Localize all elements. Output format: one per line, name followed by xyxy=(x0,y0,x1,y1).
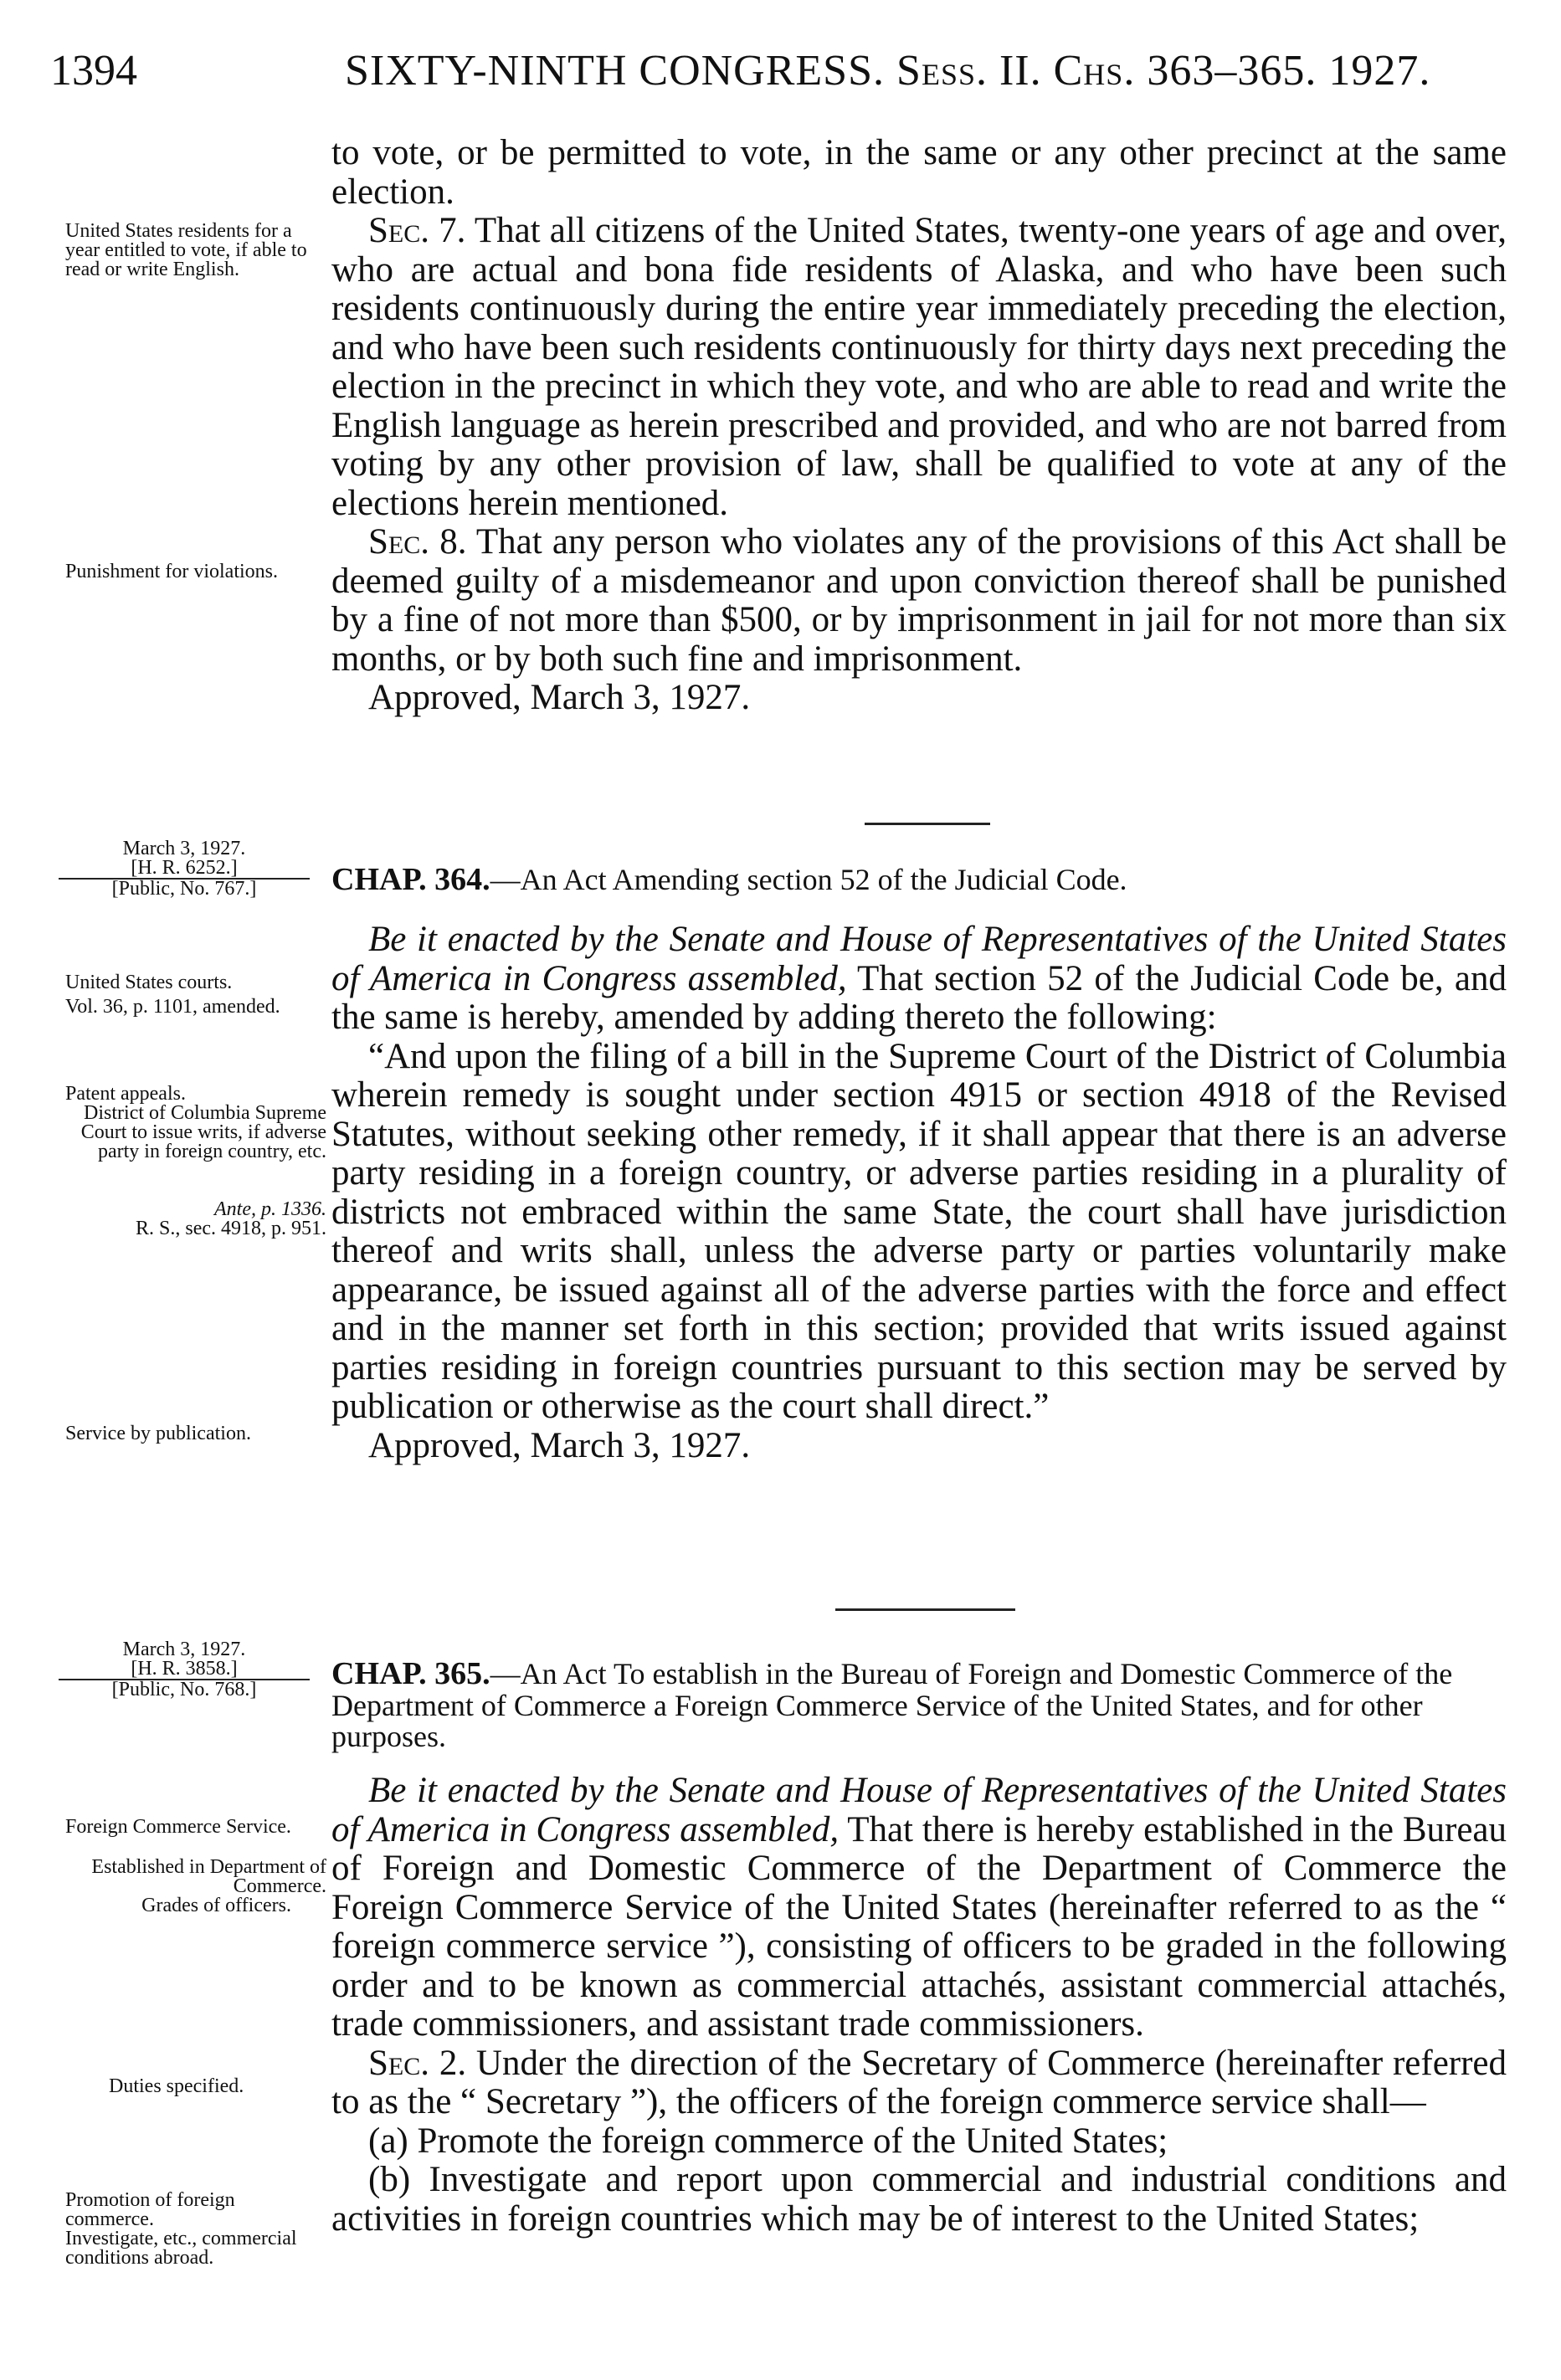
header-title xyxy=(345,46,1430,95)
chap365-label: CHAP. 365. xyxy=(331,1656,490,1691)
chap365-enacting-italic: Be it enacted by the Senate and House of Representatives of the United States of America in Congress assembled, xyxy=(331,1771,1507,1849)
chap363-sec8 xyxy=(331,523,1507,679)
sidenote-sec8: Punishment for violations. xyxy=(65,561,278,582)
section-divider xyxy=(865,823,990,825)
sec7-text: That all citizens of the United States, twenty-one years of age and over, who are actual and bona fide residents of Alaska, and who have been such residents continuously during the entire year immediately preceding the election, and who have been such residents continuously for thirty days next preceding the election in the precinct in which they vote, and who are able to read and write the English language as herein prescribed and provided, and who are not barred from voting by any other provision of law, shall be qualified to vote at any of the elections herein mentioned. xyxy=(331,211,1507,523)
chap364-text xyxy=(331,921,1507,1465)
chap364-title: —An Act Amending section 52 of the Judicial Code. xyxy=(490,863,1127,896)
chap365-heading xyxy=(331,1656,1507,1753)
chap365-title: —An Act To establish in the Bureau of Foreign and Domestic Commerce of the Department of Commerce a Foreign Commerce Service of the United States, and for other purposes. xyxy=(331,1657,1453,1753)
sidenote-rs: R. S., sec. 4918, p. 951. xyxy=(136,1218,326,1239)
chap364-public: [Public, No. 767.] xyxy=(111,878,257,900)
chap365-item-b: (b) Investigate and report upon commercial and industrial conditions and activities in foreign countries which may be of interest to the United States; xyxy=(331,2160,1507,2239)
header-chapters-prefix: Chs. xyxy=(1053,47,1136,95)
sidenote-promotion: Promotion of foreign commerce. xyxy=(65,2189,235,2230)
sidenote-established: Established in Department of Commerce. xyxy=(91,1856,326,1897)
sec8-text: That any person who violates any of the provisions of this Act shall be deemed guilty of a misdemeanor and upon conviction thereof shall be punished by a fine of not more than $500, or by imprisonment in jail for not more than six months, or by both such fine and imprisonment. xyxy=(331,522,1507,679)
chap363-approved: Approved, March 3, 1927. xyxy=(368,678,751,717)
chap364-heading xyxy=(331,864,1507,896)
chap364-margin-title xyxy=(59,839,310,899)
page-number: 1394 xyxy=(50,47,137,95)
chap365-item-a: (a) Promote the foreign commerce of the United States; xyxy=(368,2121,1168,2161)
chap364-enacting-rest: That section 52 of the Judicial Code be, and the same is hereby, amended by adding thereto the following: xyxy=(331,958,1507,1037)
chap365-sec2 xyxy=(331,2044,1507,2122)
chap365-margin-title xyxy=(59,1640,310,1700)
chap364-enacting-italic: Be it enacted by the Senate and House of Representatives of the United States of America in Congress assembled, xyxy=(331,920,1507,998)
chap365-text xyxy=(331,1772,1507,2239)
chap365-enacting xyxy=(331,1772,1507,2044)
sidenote-foreign: Foreign Commerce Service. xyxy=(65,1816,291,1838)
sidenote-sec7: United States residents for a year entitled to vote, if able to read or write English. xyxy=(65,220,307,280)
chap364-bill: [H. R. 6252.] xyxy=(59,859,310,880)
chap363-continuation: to vote, or be permitted to vote, in the same or any other precinct at the same election. xyxy=(331,133,1507,212)
section-divider-2 xyxy=(835,1608,1015,1611)
header-session-prefix: Sess. xyxy=(896,47,988,95)
chap364-enacting xyxy=(331,921,1507,1038)
chap363-sec7 xyxy=(331,212,1507,523)
chap365-date: March 3, 1927. xyxy=(122,1639,246,1660)
chap363-text xyxy=(331,134,1507,718)
chap365-public: [Public, No. 768.] xyxy=(111,1679,257,1700)
chap364-quote: “And upon the filing of a bill in the Supreme Court of the District of Columbia wherein remedy is sought under section 4915 or section 4918 of the Revised Statutes, without seeking other remedy, if it shall appear that there is an adverse party residing in a foreign country, or adverse parties residing in a plurality of districts not embraced within the same State, the court shall have jurisdiction thereof and writs shall, unless the adverse party or parties voluntarily make appearance, be issued against all of the adverse parties with the force and effect and in the manner set forth in this section; provided that writs issued against parties residing in foreign countries pursuant to this section may be served by publication or otherwise as the court shall direct.” xyxy=(331,1036,1507,1426)
sec2-label: Sec. 2. xyxy=(368,2043,467,2083)
sec8-label: Sec. 8. xyxy=(368,522,467,562)
sec2-text: Under the direction of the Secretary of Commerce (hereinafter referred to as the “ Secretary ”), the officers of the foreign commerce service shall— xyxy=(331,2043,1507,2121)
running-header xyxy=(50,46,1507,105)
sidenote-grades: Grades of officers. xyxy=(141,1895,291,1916)
sec7-label: Sec. 7. xyxy=(368,211,466,250)
chap364-date: March 3, 1927. xyxy=(122,838,246,859)
sidenote-courts: United States courts. xyxy=(65,972,233,993)
sidenote-dc: District of Columbia Supreme Court to issue writs, if adverse party in foreign country, etc. xyxy=(80,1102,326,1162)
header-year: 1927. xyxy=(1328,47,1431,95)
sidenote-vol: Vol. 36, p. 1101, amended. xyxy=(65,996,280,1018)
header-congress: SIXTY-NINTH CONGRESS. xyxy=(345,47,886,95)
chap365-bill: [H. R. 3858.] xyxy=(59,1659,310,1680)
sidenote-duties: Duties specified. xyxy=(109,2075,244,2097)
chap364-approved: Approved, March 3, 1927. xyxy=(368,1425,751,1465)
header-session: II. xyxy=(999,47,1042,95)
sidenote-ante: Ante, p. 1336. xyxy=(214,1198,326,1220)
chap365-enacting-rest: That there is hereby established in the Bureau of Foreign and Domestic Commerce of the Department of Commerce the Foreign Commerce Service of the United States (hereinafter referred to as the “ foreign commerce service ”), consisting of officers to be graded in the following order and to be known as commercial attachés, assistant commercial attachés, trade commissioners, and assistant trade commissioners. xyxy=(331,1809,1507,2044)
sidenote-service: Service by publication. xyxy=(65,1423,251,1444)
sidenote-investigate: Investigate, etc., commercial conditions abroad. xyxy=(65,2228,297,2269)
header-chapters: 363–365. xyxy=(1147,47,1317,95)
sidenote-patent: Patent appeals. xyxy=(65,1083,186,1105)
chap364-label: CHAP. 364. xyxy=(331,862,490,897)
